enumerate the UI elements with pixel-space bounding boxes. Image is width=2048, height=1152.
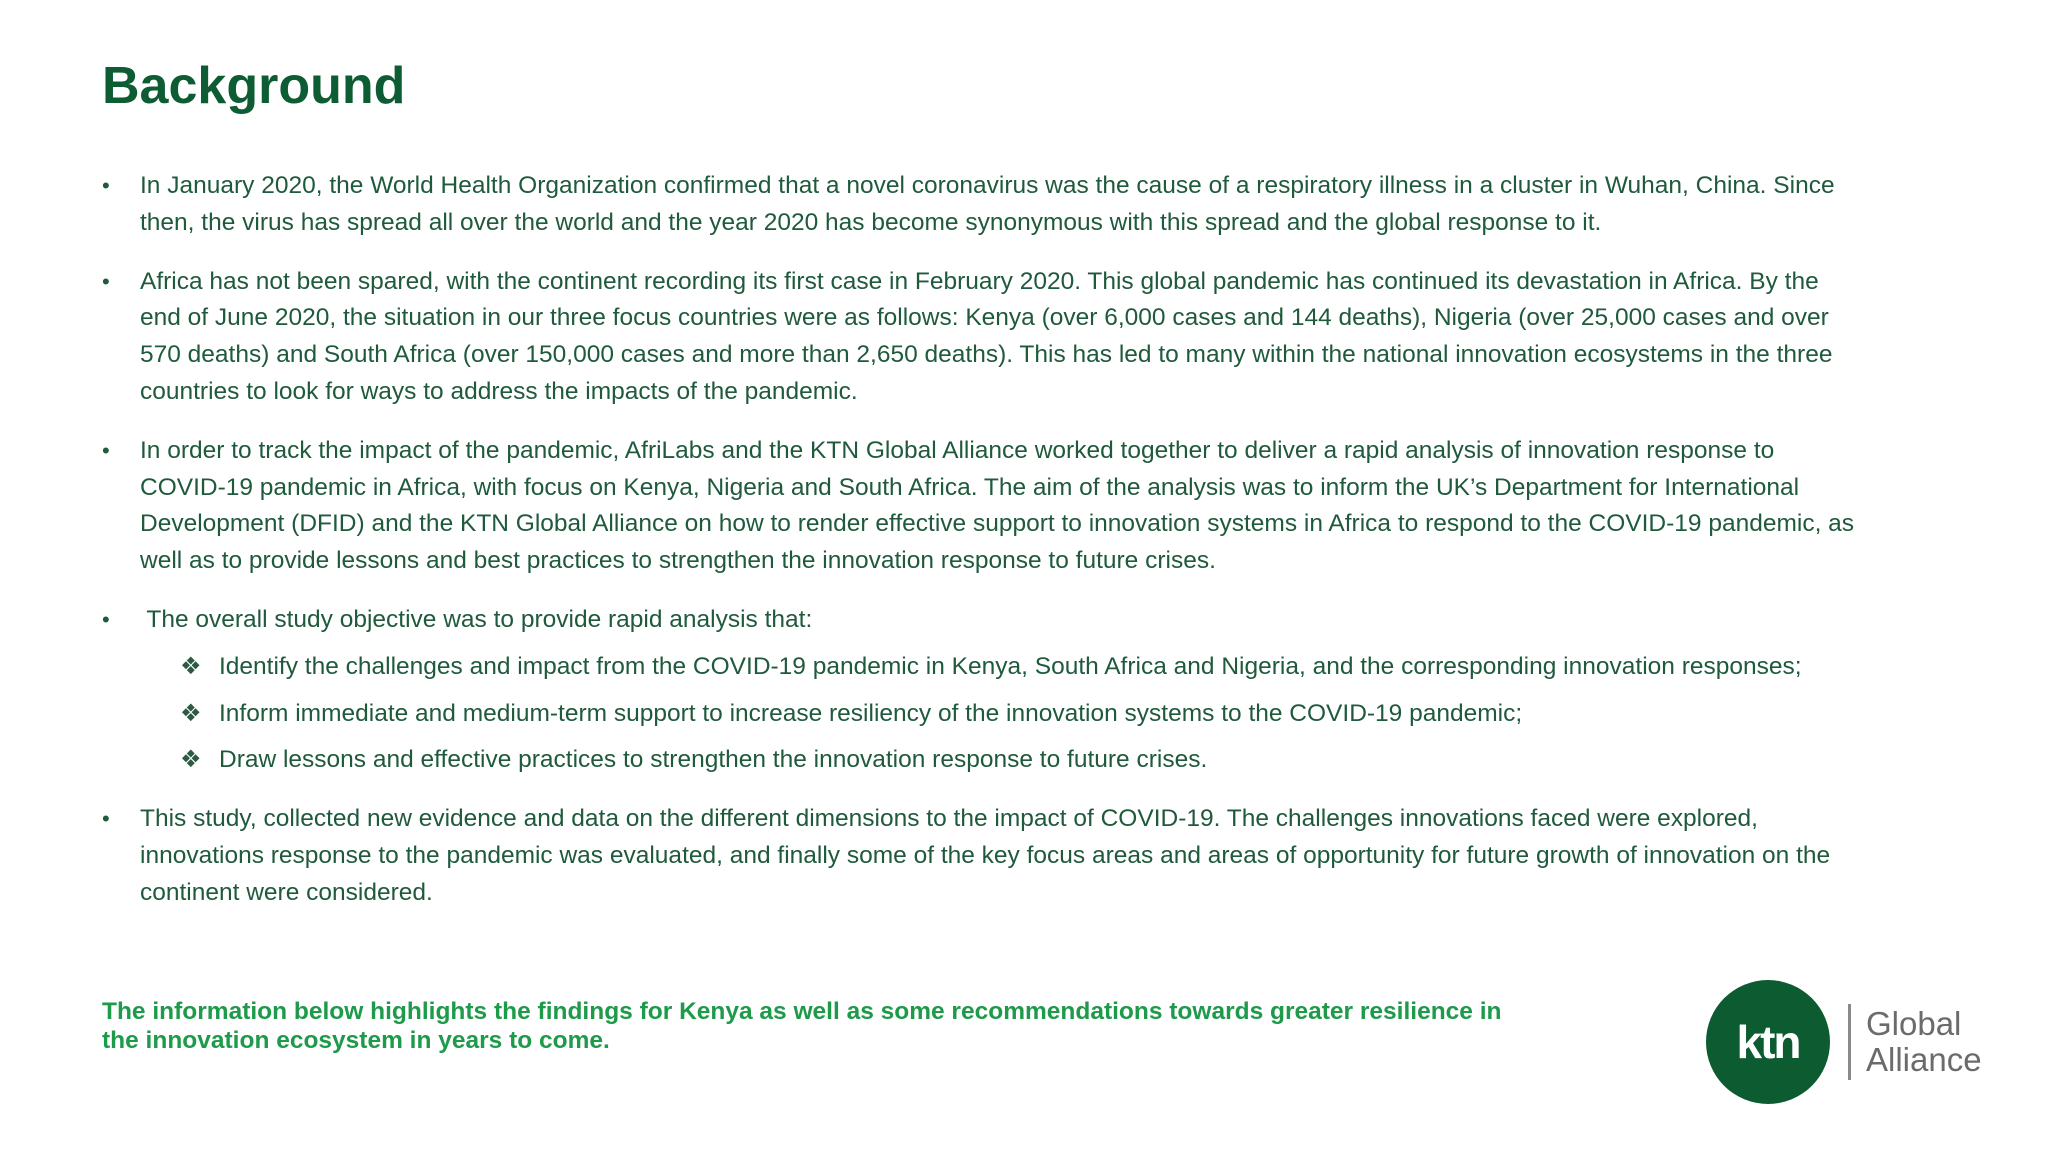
bullet-item-4 xyxy=(102,602,1862,779)
diamond-bullet-icon: ❖ xyxy=(180,699,202,727)
logo-word-line2: Alliance xyxy=(1866,1041,1982,1078)
bullet-item-2 xyxy=(102,264,1862,411)
bullet-item-1 xyxy=(102,168,1862,242)
sub-bullet-list xyxy=(140,649,1862,779)
bullet-icon: • xyxy=(102,606,110,632)
bullet-icon: • xyxy=(102,437,110,463)
sub-bullet-item-1 xyxy=(140,649,1862,686)
sub-bullet-text: Draw lessons and effective practices to strengthen the innovation response to future crises. xyxy=(219,746,1208,774)
sub-bullet-text: Inform immediate and medium-term support to increase resiliency of the innovation systems to the COVID-19 pandemic; xyxy=(219,699,1523,727)
sub-bullet-text: Identify the challenges and impact from the COVID-19 pandemic in Kenya, South Africa and Nigeria, and the corresponding innovation responses; xyxy=(219,652,1802,680)
bullet-icon: • xyxy=(102,268,110,294)
page-title: Background xyxy=(102,57,406,115)
bullet-item-5 xyxy=(102,801,1862,911)
sub-bullet-item-3 xyxy=(140,742,1862,779)
highlight-note: The information below highlights the findings for Kenya as well as some recommendations towards greater resilience in the innovation ecosystem in years to come. xyxy=(102,998,1502,1054)
bullet-icon: • xyxy=(102,806,110,832)
bullet-icon: • xyxy=(102,173,110,198)
bullet-item-3 xyxy=(102,433,1862,580)
bullet-text: In January 2020, the World Health Organization confirmed that a novel coronavirus was the cause of a respiratory illness in a cluster in Wuhan, China. Since then, the virus has spread all over the world and the year 2020 has become synonymous with this spread and the global response to it. xyxy=(140,172,1835,236)
sub-bullet-item-2 xyxy=(140,696,1862,733)
ktn-logo-mark xyxy=(1706,980,1830,1104)
ktn-global-alliance-logo xyxy=(1706,980,2006,1104)
bullet-text: This study, collected new evidence and data on the different dimensions to the impact of COVID-19. The challenges innovations faced were explored, innovations response to the pandemic was evaluated, and finally some of the key focus areas and areas of opportunity for future growth of innovation on the continent were considered. xyxy=(140,805,1831,906)
logo-divider xyxy=(1848,1004,1851,1080)
logo-word-line1: Global xyxy=(1866,1005,1962,1042)
diamond-bullet-icon: ❖ xyxy=(180,746,202,774)
bullet-text: In order to track the impact of the pandemic, AfriLabs and the KTN Global Alliance worked together to deliver a rapid analysis of innovation response to COVID-19 pandemic in Africa, with focus on Kenya, Nigeria and South Africa. The aim of the analysis was to inform the UK’s Department for International Development (DFID) and the KTN Global Alliance on how to render effective support to innovation systems in Africa to respond to the COVID-19 pandemic, as well as to provide lessons and best practices to strengthen the innovation response to future crises. xyxy=(140,436,1855,575)
logo-wordmark xyxy=(1866,1006,1982,1078)
bullet-text: The overall study objective was to provide rapid analysis that: xyxy=(140,605,813,633)
diamond-bullet-icon: ❖ xyxy=(180,652,202,680)
bullet-list xyxy=(102,168,1862,934)
bullet-text: Africa has not been spared, with the continent recording its first case in February 2020. This global pandemic has continued its devastation in Africa. By the end of June 2020, the situation in our three focus countries were as follows: Kenya (over 6,000 cases and 144 deaths), Nigeria (over 25,000 cases and over 570 deaths) and South Africa (over 150,000 cases and more than 2,650 deaths). This has led to many within the national innovation ecosystems in the three countries to look for ways to address the impacts of the pandemic. xyxy=(140,267,1833,405)
ktn-logo-text: ktn xyxy=(1736,1016,1800,1068)
